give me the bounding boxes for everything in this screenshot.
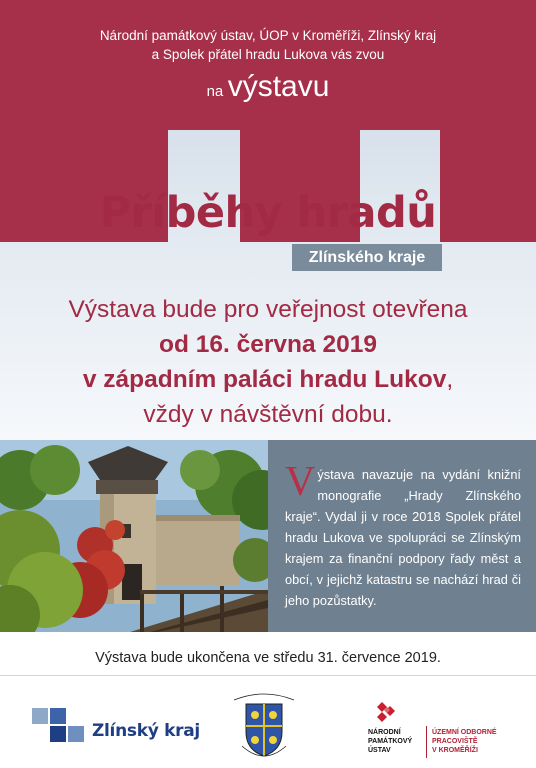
invite-big: výstavu (227, 70, 330, 103)
announcement (0, 292, 536, 432)
announcement-line-4: vždy v návštěvní dobu. (143, 401, 393, 428)
info-text (285, 459, 521, 611)
announcement-comma: , (446, 366, 454, 393)
npu-line-2: PAMÁTKOVÝ (368, 738, 413, 745)
npu-line-1: NÁRODNÍ (368, 729, 401, 736)
npu-line-3: ÚSTAV (368, 747, 391, 754)
footer-divider (0, 675, 536, 676)
announcement-line-1: Výstava bude pro veřejnost otevřena (68, 296, 468, 323)
invitation (0, 70, 536, 104)
zlinsky-kraj-logo-icon (32, 708, 86, 744)
npu-logo-icon (374, 700, 400, 724)
npu-divider (426, 726, 427, 758)
uop-line-3: V KROMĚŘÍŽI (432, 747, 478, 754)
exhibition-subtitle: Zlínského kraje (292, 244, 442, 271)
announcement-date: od 16. června 2019 (159, 331, 377, 358)
zlinsky-kraj-logo-text: Zlínský kraj (92, 721, 200, 741)
announcement-place: v západním paláci hradu Lukov (82, 366, 447, 393)
info-box (268, 440, 536, 632)
uop-line-1: ÚZEMNÍ ODBORNÉ (432, 729, 497, 736)
castle-photo (0, 440, 268, 632)
intro-line-1: Národní památkový ústav, ÚOP v Kroměříži, Zlínský kraj (99, 28, 437, 43)
announcement-line-3 (0, 362, 536, 397)
closing-note: Výstava bude ukončena ve středu 31. července 2019. (95, 650, 441, 666)
intro-line-2: a Spolek přátel hradu Lukova vás zvou (151, 47, 385, 62)
organizers-intro (0, 26, 536, 64)
info-body: ýstava navazuje na vydání knižní monografie „Hrady Zlínského kraje“. Vydal ji v roce 2018 Spolek přátel hradu Lukova ve spolupráci se Zlínským krajem za finanční podpory řady měst a obcí, v jejichž katastru se nachází hrad či jeho pozůstatky. (285, 467, 521, 608)
exhibition-title: Příběhy hradů (99, 188, 437, 238)
uop-name (432, 728, 532, 755)
uop-line-2: PRACOVIŠTĚ (432, 738, 478, 745)
info-dropcap: V (285, 459, 316, 505)
invite-small: na (206, 83, 224, 100)
coat-of-arms-icon (228, 684, 300, 764)
